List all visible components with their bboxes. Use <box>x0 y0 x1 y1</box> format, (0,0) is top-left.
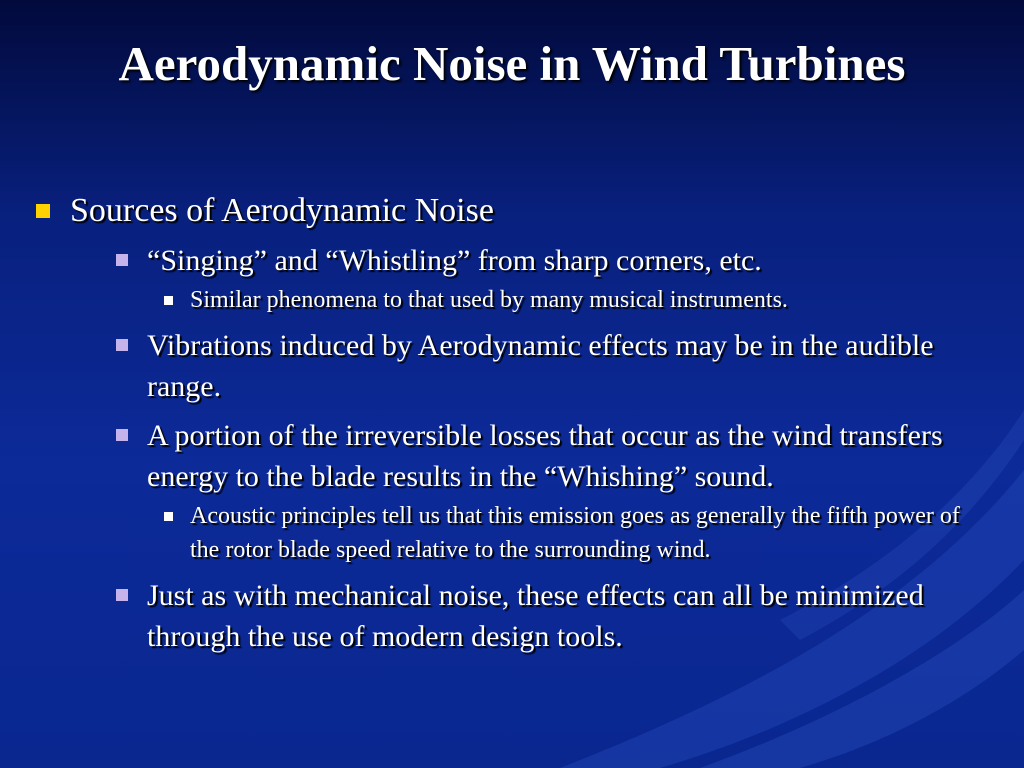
bullet-list <box>30 190 990 657</box>
bullet-text: Acoustic principles tell us that this emission goes as generally the fifth power of the rotor blade speed relative to the surrounding wind. <box>190 503 960 563</box>
bullet-item <box>160 283 990 317</box>
bullet-text: Vibrations induced by Aerodynamic effects may be in the audible range. <box>147 329 934 403</box>
bullet-text: Just as with mechanical noise, these effects can all be minimized through the use of modern design tools. <box>147 579 924 653</box>
square-bullet-icon <box>116 429 128 441</box>
bullet-item <box>116 575 990 657</box>
bullet-item <box>30 190 990 232</box>
square-bullet-icon <box>116 339 128 351</box>
bullet-item <box>116 240 990 281</box>
bullet-text: Sources of Aerodynamic Noise <box>70 192 494 229</box>
bullet-text: Similar phenomena to that used by many musical instruments. <box>190 287 788 313</box>
square-bullet-icon <box>116 589 128 601</box>
bullet-item <box>160 499 990 567</box>
bullet-text: “Singing” and “Whistling” from sharp corners, etc. <box>147 244 762 277</box>
bullet-item <box>116 415 990 497</box>
slide-title: Aerodynamic Noise in Wind Turbines <box>118 36 906 91</box>
square-bullet-icon <box>36 204 50 218</box>
square-bullet-icon <box>164 512 173 521</box>
bullet-item <box>116 325 990 407</box>
bullet-text: A portion of the irreversible losses that occur as the wind transfers energy to the blade results in the “Whishing” sound. <box>147 419 943 493</box>
square-bullet-icon <box>116 254 128 266</box>
square-bullet-icon <box>164 296 173 305</box>
